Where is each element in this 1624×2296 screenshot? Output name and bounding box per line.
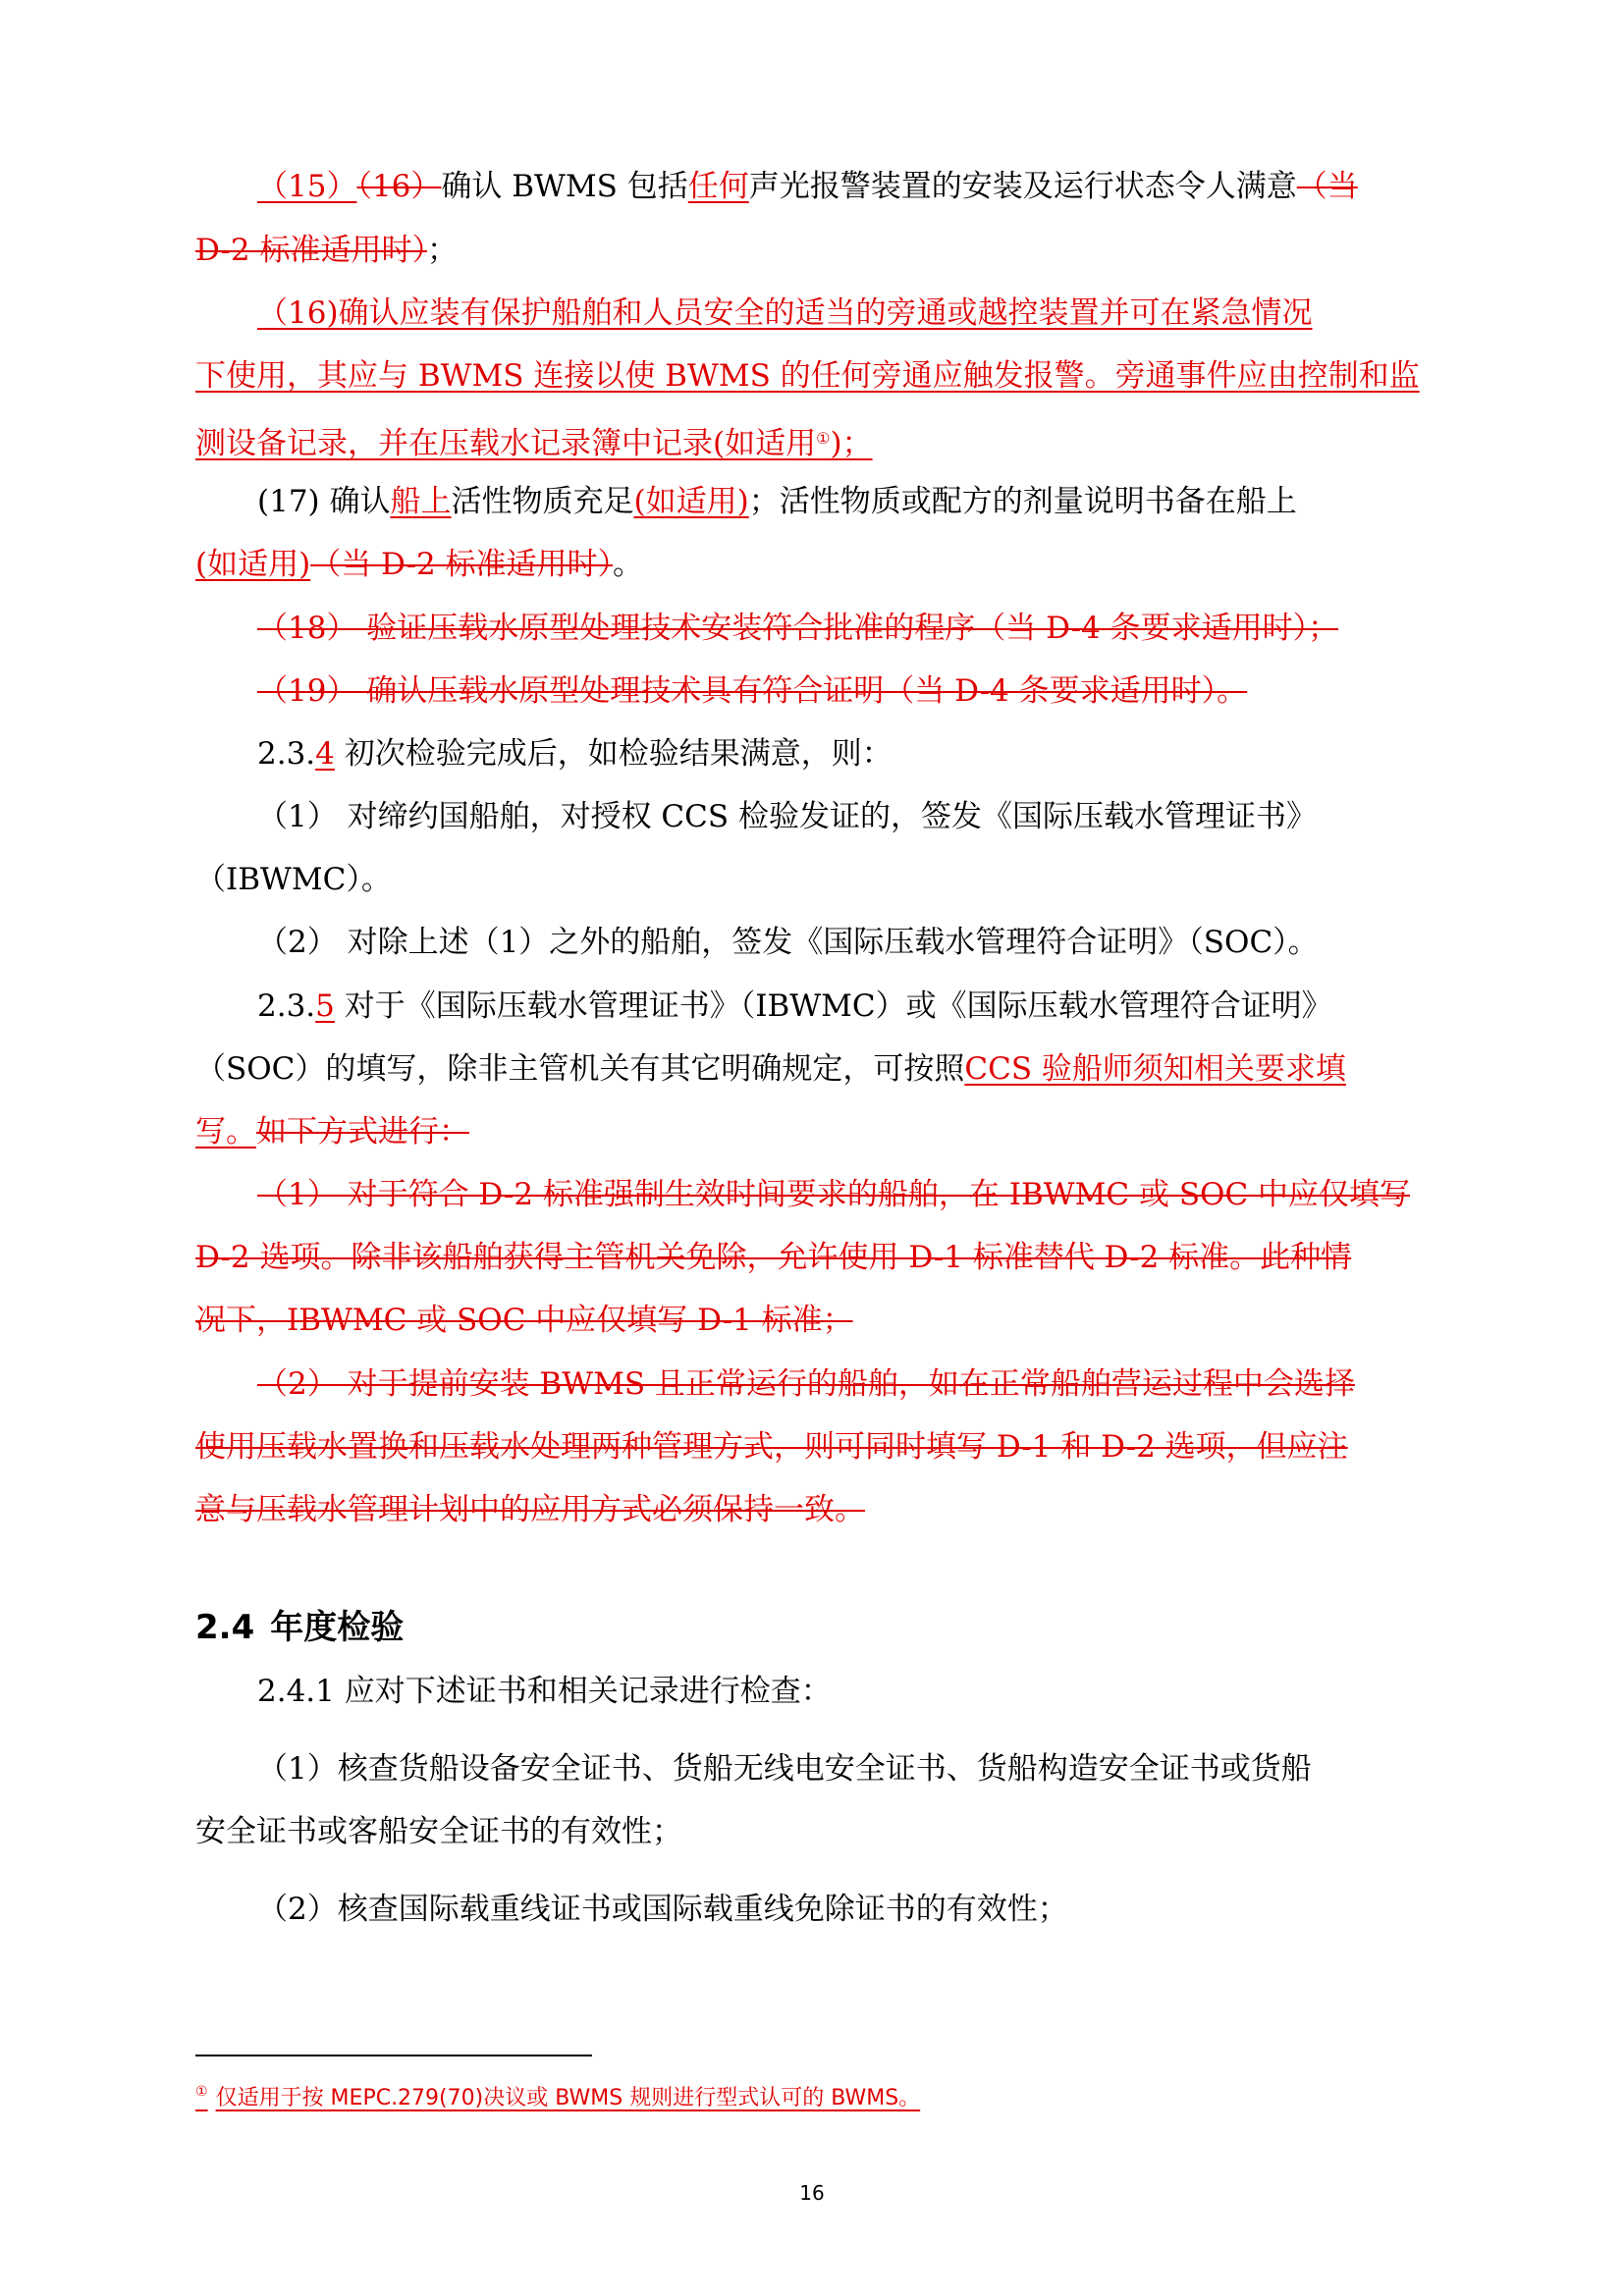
- text: 。: [613, 547, 644, 582]
- section-2-3-4: [257, 734, 893, 774]
- footnote-reference: ①: [816, 429, 831, 448]
- para-17-line1: [257, 482, 1297, 521]
- deleted-text: 况下，IBWMC 或 SOC 中应仅填写 D-1 标准；: [195, 1303, 853, 1338]
- footnote-separator: [195, 2055, 592, 2056]
- deleted-text: 使用压载水置换和压载水处理两种管理方式，则可同时填写 D-1 和 D-2 选项，但应注: [195, 1429, 1348, 1465]
- inserted-text: [195, 426, 873, 461]
- inserted-text: CCS 验船师须知相关要求填: [964, 1051, 1346, 1087]
- text: (17) 确认: [257, 484, 391, 519]
- para-17-line2: [195, 545, 643, 584]
- item-1-line1: [257, 1749, 1312, 1789]
- inserted-if-applicable: (如适用): [633, 484, 749, 519]
- text: )；: [830, 426, 873, 461]
- inserted-text: 下使用，其应与 BWMS 连接以使 BWMS 的任何旁通应触发报警。旁通事件应由控制和监: [195, 358, 1420, 394]
- deleted-d2-clause: D-2 标准适用时）: [195, 233, 427, 268]
- deleted-item-1-line2: [195, 1238, 1351, 1277]
- text: （SOC）的填写，除非主管机关有其它明确规定，可按照: [195, 1051, 965, 1087]
- list-item-1-line2: [195, 860, 392, 899]
- deleted-d2-clause: （当: [1296, 169, 1358, 204]
- section-2-3-5-line1: [257, 987, 1332, 1026]
- text: 安全证书或客船安全证书的有效性；: [195, 1814, 682, 1849]
- deleted-text: （18） 验证压载水原型处理技术安装符合批准的程序（当 D-4 条要求适用时）；: [257, 611, 1339, 646]
- deleted-text: （2） 对于提前安装 BWMS 且正常运行的船舶，如在正常船舶营运过程中会选择: [257, 1366, 1355, 1402]
- para-19-deleted: [257, 671, 1247, 711]
- text: 确认 BWMS 包括: [441, 169, 688, 204]
- para-16-line1: [257, 294, 1313, 333]
- inserted-if-applicable: (如适用): [195, 547, 311, 582]
- footnote-text: 仅适用于按 MEPC.279(70)决议或 BWMS 规则进行型式认可的 BWMS。: [215, 2086, 921, 2110]
- section-number: 2.3.: [257, 736, 316, 772]
- text: 声光报警装置的安装及运行状态令人满意: [748, 169, 1297, 204]
- deleted-text: （1） 对于符合 D-2 标准强制生效时间要求的船舶，在 IBWMC 或 SOC 中应仅填写: [257, 1177, 1411, 1212]
- deleted-item-2-line1: [257, 1364, 1355, 1404]
- inserted-number: 5: [315, 988, 335, 1024]
- text: ；活性物质或配方的剂量说明书备在船上: [748, 484, 1297, 519]
- para-15-line2: [195, 231, 458, 270]
- inserted-any: 任何: [687, 169, 749, 204]
- section-2-3-5-line3: [195, 1112, 469, 1151]
- item-2: [257, 1890, 1068, 1929]
- inserted-number: 4: [315, 736, 335, 772]
- inserted-text: 写。: [195, 1114, 256, 1149]
- text: 2.4.1 应对下述证书和相关记录进行检查：: [257, 1674, 832, 1709]
- deleted-text: 意与压载水管理计划中的应用方式必须保持一致。: [195, 1492, 865, 1527]
- inserted-onboard: 船上: [390, 484, 452, 519]
- footnote: [195, 2077, 920, 2113]
- deleted-d2-clause: （当 D-2 标准适用时）: [310, 547, 614, 582]
- text: （1）核查货船设备安全证书、货船无线电安全证书、货船构造安全证书或货船: [257, 1751, 1312, 1787]
- deleted-num-16: （16）: [356, 169, 442, 204]
- heading-number: 2.4: [195, 1608, 255, 1647]
- deleted-item-2-line3: [195, 1490, 865, 1529]
- inserted-footnote: [195, 2086, 920, 2110]
- text: （IBWMC）。: [195, 862, 392, 897]
- text: 活性物质充足: [451, 484, 634, 519]
- heading-title: 年度检验: [270, 1608, 405, 1647]
- text: （2）核查国际载重线证书或国际载重线免除证书的有效性；: [257, 1892, 1068, 1927]
- para-15-line1: [257, 167, 1358, 206]
- para-18-deleted: [257, 609, 1338, 648]
- text: 测设备记录，并在压载水记录簿中记录(如适用: [195, 426, 817, 461]
- text: （2） 对除上述（1）之外的船舶，签发《国际压载水管理符合证明》（SOC）。: [257, 925, 1319, 960]
- footnote-mark: ①: [195, 2084, 208, 2100]
- inserted-text: （16)确认应装有保护船舶和人员安全的适当的旁通或越控装置并可在紧急情况: [257, 295, 1313, 331]
- section-2-3-5-line2: [195, 1049, 1346, 1089]
- page-number: 16: [799, 2181, 825, 2205]
- section-heading-2-4: [195, 1606, 404, 1649]
- deleted-item-2-line2: [195, 1427, 1348, 1467]
- deleted-text: D-2 选项。除非该船舶获得主管机关免除，允许使用 D-1 标准替代 D-2 标准。此种情: [195, 1240, 1352, 1275]
- text: （1） 对缔约国船舶，对授权 CCS 检验发证的，签发《国际压载水管理证书》: [257, 799, 1317, 834]
- section-2-4-1: [257, 1672, 832, 1711]
- text: 对于《国际压载水管理证书》（IBWMC）或《国际压载水管理符合证明》: [334, 988, 1332, 1024]
- text: 初次检验完成后，如检验结果满意，则：: [334, 736, 893, 772]
- inserted-num-15: （15）: [257, 169, 357, 204]
- para-16-line2: [195, 356, 1420, 396]
- para-16-line3: [195, 419, 873, 463]
- deleted-text: 如下方式进行：: [256, 1114, 469, 1149]
- deleted-item-1-line1: [257, 1175, 1410, 1214]
- section-number: 2.3.: [257, 988, 316, 1024]
- text: ；: [426, 233, 458, 268]
- deleted-text: （19） 确认压载水原型处理技术具有符合证明（当 D-4 条要求适用时）。: [257, 673, 1248, 709]
- list-item-1-line1: [257, 797, 1317, 836]
- deleted-item-1-line3: [195, 1301, 853, 1340]
- item-1-line2: [195, 1812, 682, 1851]
- list-item-2: [257, 923, 1319, 962]
